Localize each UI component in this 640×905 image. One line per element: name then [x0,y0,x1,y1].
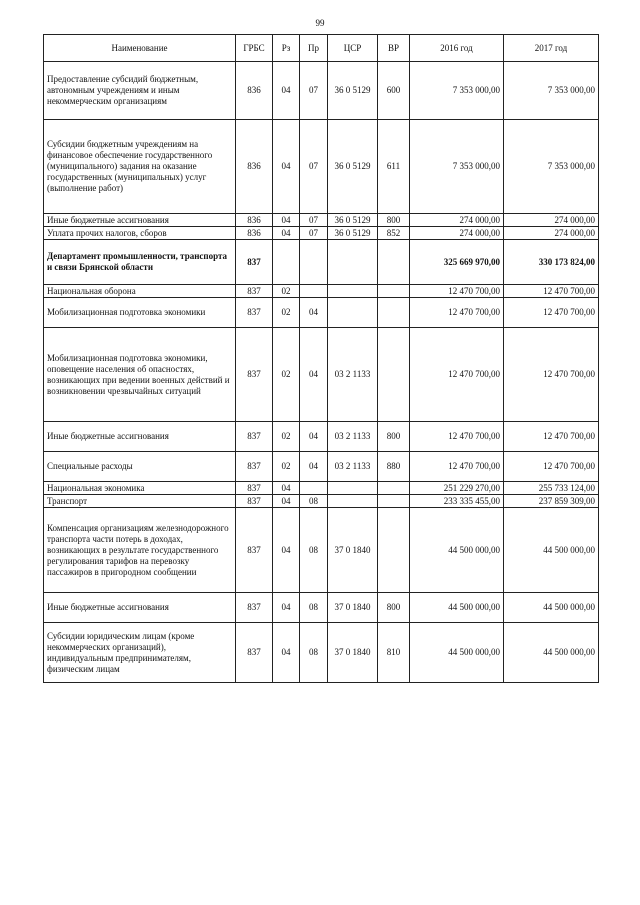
row-vr: 810 [378,623,410,683]
row-rz: 02 [273,422,300,452]
row-2016: 251 229 270,00 [410,482,504,495]
row-csr: 36 0 5129 [328,227,378,240]
row-name: Компенсация организациям железнодорожного транспорта части потерь в доходах, возникающих в результате государственного регулирования тарифов на перевозку пассажиров в пригородном сообщении [44,508,236,593]
row-grbs: 836 [236,62,273,120]
row-rz: 04 [273,214,300,227]
row-pr: 08 [300,495,328,508]
row-rz [273,240,300,285]
row-2016: 12 470 700,00 [410,328,504,422]
row-2016: 7 353 000,00 [410,62,504,120]
row-name: Национальная экономика [44,482,236,495]
row-name: Иные бюджетные ассигнования [44,593,236,623]
row-2017: 44 500 000,00 [504,508,599,593]
row-2016: 274 000,00 [410,227,504,240]
row-rz: 04 [273,482,300,495]
row-2017: 12 470 700,00 [504,298,599,328]
row-2017: 12 470 700,00 [504,452,599,482]
row-csr [328,482,378,495]
row-2016: 274 000,00 [410,214,504,227]
row-csr: 37 0 1840 [328,508,378,593]
row-vr: 600 [378,62,410,120]
row-grbs: 837 [236,508,273,593]
row-rz: 02 [273,298,300,328]
row-csr: 36 0 5129 [328,120,378,214]
row-grbs: 836 [236,227,273,240]
row-vr [378,508,410,593]
header-grbs: ГРБС [236,35,273,62]
row-2017: 12 470 700,00 [504,285,599,298]
row-name: Иные бюджетные ассигнования [44,422,236,452]
row-pr: 04 [300,452,328,482]
row-vr [378,298,410,328]
row-pr: 07 [300,214,328,227]
row-pr: 07 [300,62,328,120]
row-pr: 07 [300,227,328,240]
row-rz: 04 [273,508,300,593]
row-vr: 880 [378,452,410,482]
row-grbs: 836 [236,214,273,227]
row-vr: 800 [378,422,410,452]
row-grbs: 837 [236,623,273,683]
row-2017: 7 353 000,00 [504,120,599,214]
table-row [44,285,599,298]
row-2016: 12 470 700,00 [410,285,504,298]
row-name: Уплата прочих налогов, сборов [44,227,236,240]
budget-table [43,34,599,683]
row-pr [300,285,328,298]
row-grbs: 837 [236,285,273,298]
header-rz: Рз [273,35,300,62]
table-row [44,120,599,214]
row-vr: 800 [378,214,410,227]
row-vr [378,240,410,285]
row-2016: 44 500 000,00 [410,593,504,623]
table-row [44,62,599,120]
row-pr: 04 [300,422,328,452]
row-pr: 07 [300,120,328,214]
row-csr: 37 0 1840 [328,593,378,623]
table-row [44,214,599,227]
row-name: Мобилизационная подготовка экономики, оповещение населения об опасностях, возникающих при ведении военных действий и возникновении чрезвычайных ситуаций [44,328,236,422]
row-grbs: 837 [236,593,273,623]
row-2017: 255 733 124,00 [504,482,599,495]
row-vr [378,495,410,508]
row-grbs: 837 [236,422,273,452]
row-rz: 02 [273,328,300,422]
row-rz: 04 [273,62,300,120]
row-grbs: 837 [236,482,273,495]
row-rz: 02 [273,452,300,482]
row-rz: 04 [273,495,300,508]
table-row [44,298,599,328]
table-row [44,593,599,623]
row-name: Мобилизационная подготовка экономики [44,298,236,328]
table-row [44,482,599,495]
table-row [44,240,599,285]
table-row [44,328,599,422]
row-pr: 04 [300,328,328,422]
row-pr [300,240,328,285]
header-name: Наименование [44,35,236,62]
row-name: Субсидии юридическим лицам (кроме некоммерческих организаций), индивидуальным предпринимателям, физическим лицам [44,623,236,683]
row-2017: 274 000,00 [504,214,599,227]
table-row [44,227,599,240]
row-2017: 12 470 700,00 [504,422,599,452]
row-2017: 7 353 000,00 [504,62,599,120]
row-2016: 233 335 455,00 [410,495,504,508]
row-rz: 04 [273,120,300,214]
row-vr [378,285,410,298]
row-2017: 274 000,00 [504,227,599,240]
header-2016: 2016 год [410,35,504,62]
row-name: Иные бюджетные ассигнования [44,214,236,227]
header-2017: 2017 год [504,35,599,62]
row-grbs: 837 [236,240,273,285]
row-csr: 03 2 1133 [328,422,378,452]
row-name: Национальная оборона [44,285,236,298]
row-vr: 800 [378,593,410,623]
row-name: Специальные расходы [44,452,236,482]
header-vr: ВР [378,35,410,62]
row-pr [300,482,328,495]
row-grbs: 836 [236,120,273,214]
header-pr: Пр [300,35,328,62]
row-csr [328,298,378,328]
row-vr: 611 [378,120,410,214]
row-rz: 04 [273,227,300,240]
row-rz: 04 [273,593,300,623]
row-vr: 852 [378,227,410,240]
row-csr: 37 0 1840 [328,623,378,683]
row-2017: 44 500 000,00 [504,593,599,623]
row-csr: 36 0 5129 [328,62,378,120]
row-pr: 04 [300,298,328,328]
row-csr: 36 0 5129 [328,214,378,227]
row-rz: 02 [273,285,300,298]
row-2016: 44 500 000,00 [410,623,504,683]
row-2016: 12 470 700,00 [410,452,504,482]
table-row [44,623,599,683]
row-2016: 44 500 000,00 [410,508,504,593]
row-name: Субсидии бюджетным учреждениям на финансовое обеспечение государственного (муниципального) задания на оказание государственных (муниципальных) услуг (выполнение работ) [44,120,236,214]
row-grbs: 837 [236,495,273,508]
row-2017: 44 500 000,00 [504,623,599,683]
row-grbs: 837 [236,328,273,422]
row-vr [378,482,410,495]
row-name: Транспорт [44,495,236,508]
row-csr [328,495,378,508]
row-name: Департамент промышленности, транспорта и связи Брянской области [44,240,236,285]
row-grbs: 837 [236,298,273,328]
header-csr: ЦСР [328,35,378,62]
row-2016: 12 470 700,00 [410,422,504,452]
row-pr: 08 [300,508,328,593]
row-pr: 08 [300,623,328,683]
row-csr: 03 2 1133 [328,328,378,422]
table-row [44,452,599,482]
row-2016: 12 470 700,00 [410,298,504,328]
row-rz: 04 [273,623,300,683]
row-csr [328,285,378,298]
row-name: Предоставление субсидий бюджетным, автономным учреждениям и иным некоммерческим организациям [44,62,236,120]
row-2017: 12 470 700,00 [504,328,599,422]
table-row [44,422,599,452]
row-pr: 08 [300,593,328,623]
row-csr [328,240,378,285]
row-vr [378,328,410,422]
row-2017: 237 859 309,00 [504,495,599,508]
row-2016: 325 669 970,00 [410,240,504,285]
table-row [44,508,599,593]
table-row [44,495,599,508]
row-2016: 7 353 000,00 [410,120,504,214]
table-header-row [44,35,599,62]
row-grbs: 837 [236,452,273,482]
row-2017: 330 173 824,00 [504,240,599,285]
page-number: 99 [315,18,325,28]
row-csr: 03 2 1133 [328,452,378,482]
